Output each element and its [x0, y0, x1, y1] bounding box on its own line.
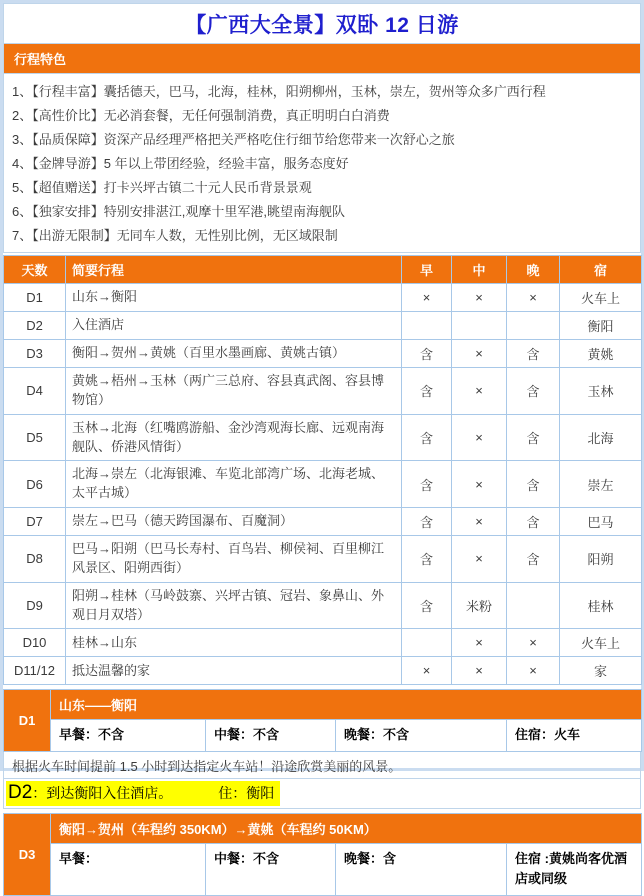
table-row	[4, 414, 642, 461]
table-row	[4, 629, 642, 657]
day1-stay: 住宿：火车	[507, 720, 642, 751]
stay-label: 玉林	[560, 368, 642, 415]
route-text: 崇左→巴马（德天跨国瀑布、百魔洞）	[66, 508, 402, 536]
dinner-mark: ×	[507, 284, 560, 312]
lunch-mark: ×	[452, 414, 507, 461]
breakfast-mark: 含	[402, 461, 452, 508]
feature-item: 5、【超值赠送】打卡兴坪古镇二十元人民币背景景观	[12, 180, 312, 195]
table-row	[4, 508, 642, 536]
title-bar	[3, 3, 641, 43]
schedule-header-row	[4, 256, 642, 284]
breakfast-mark: 含	[402, 582, 452, 629]
breakfast-mark: 含	[402, 536, 452, 583]
route-text: 巴马→阳朔（巴马长寿村、百鸟岩、柳侯祠、百里柳江风景区、阳朔西街）	[66, 536, 402, 583]
feature-item: 7、【出游无限制】无同车人数，无性别比例，无区域限制	[12, 228, 338, 243]
lunch-mark: ×	[452, 629, 507, 657]
dinner-mark	[507, 582, 560, 629]
day3-dinner: 晚餐：含	[336, 843, 507, 895]
day3-breakfast: 早餐：	[51, 843, 206, 895]
day-label: D9	[4, 582, 66, 629]
day1-title-row	[4, 690, 642, 720]
table-row	[4, 368, 642, 415]
feature-item: 2、【高性价比】无必消套餐，无任何强制消费，真正明明白白消费	[12, 108, 390, 123]
day-label: D10	[4, 629, 66, 657]
route-text: 阳朔→桂林（马岭鼓寨、兴坪古镇、冠岩、象鼻山、外观日月双塔）	[66, 582, 402, 629]
lunch-mark: ×	[452, 461, 507, 508]
table-row	[4, 284, 642, 312]
dinner-mark: 含	[507, 340, 560, 368]
day-label: D5	[4, 414, 66, 461]
col-header-day: 天数	[4, 256, 66, 284]
breakfast-mark: ×	[402, 657, 452, 685]
day-label: D1	[4, 284, 66, 312]
breakfast-mark: ×	[402, 284, 452, 312]
day2-stay: 住：衡阳	[218, 784, 275, 801]
route-text: 抵达温馨的家	[66, 657, 402, 685]
dinner-mark: 含	[507, 508, 560, 536]
stay-label: 衡阳	[560, 312, 642, 340]
day1-route-title: 山东——衡阳	[51, 690, 642, 720]
features-list	[3, 74, 641, 253]
stay-label: 阳朔	[560, 536, 642, 583]
stay-label: 火车上	[560, 284, 642, 312]
lunch-mark: ×	[452, 340, 507, 368]
breakfast-mark: 含	[402, 340, 452, 368]
feature-item: 1、【行程丰富】囊括德天，巴马，北海，桂林，阳朔柳州，玉林，崇左，贺州等众多广西行程	[12, 84, 546, 99]
dinner-mark: ×	[507, 657, 560, 685]
day3-badge: D3	[4, 813, 51, 895]
day1-note: 根据火车时间提前 1.5 小时到达指定火车站！沿途欣赏美丽的风景。	[3, 752, 641, 779]
day3-title-row	[4, 813, 642, 843]
day-label: D3	[4, 340, 66, 368]
col-header-dinner: 晚	[507, 256, 560, 284]
table-row	[4, 536, 642, 583]
breakfast-mark: 含	[402, 368, 452, 415]
day2-highlight	[6, 781, 280, 806]
col-header-breakfast: 早	[402, 256, 452, 284]
schedule-table	[3, 255, 642, 685]
stay-label: 黄姚	[560, 340, 642, 368]
day3-stay: 住宿 :黄姚尚客优酒店或同级	[507, 843, 642, 895]
page-title: 【广西大全景】双卧 12 日游	[185, 13, 459, 37]
day2-text: ：到达衡阳入住酒店。	[32, 784, 173, 801]
day1-meals-row	[4, 720, 642, 751]
day1-section	[3, 689, 642, 751]
lunch-mark: ×	[452, 368, 507, 415]
day3-lunch: 中餐：不含	[206, 843, 336, 895]
feature-item: 4、【金牌导游】5 年以上带团经验，经验丰富，服务态度好	[12, 156, 349, 171]
feature-item: 6、【独家安排】特别安排湛江,观摩十里军港,眺望南海舰队	[12, 204, 345, 219]
day1-lunch: 中餐：不含	[206, 720, 336, 751]
route-text: 玉林→北海（红嘴鸥游船、金沙湾观海长廊、远观南海舰队、侨港风情街）	[66, 414, 402, 461]
day3-route-title: 衡阳→贺州（车程约 350KM）→黄姚（车程约 50KM）	[51, 813, 642, 843]
table-row	[4, 312, 642, 340]
lunch-mark: ×	[452, 536, 507, 583]
breakfast-mark	[402, 312, 452, 340]
day1-breakfast: 早餐：不含	[51, 720, 206, 751]
table-row	[4, 657, 642, 685]
stay-label: 火车上	[560, 629, 642, 657]
stay-label: 北海	[560, 414, 642, 461]
stay-label: 巴马	[560, 508, 642, 536]
col-header-lunch: 中	[452, 256, 507, 284]
day1-dinner: 晚餐：不含	[336, 720, 507, 751]
features-header: 行程特色	[3, 43, 641, 74]
route-text: 衡阳→贺州→黄姚（百里水墨画廊、黄姚古镇）	[66, 340, 402, 368]
day2-badge: D2	[8, 781, 33, 803]
dinner-mark: 含	[507, 414, 560, 461]
dinner-mark: 含	[507, 461, 560, 508]
stay-label: 崇左	[560, 461, 642, 508]
dinner-mark	[507, 312, 560, 340]
breakfast-mark: 含	[402, 508, 452, 536]
day3-section	[3, 813, 642, 896]
lunch-mark: 米粉	[452, 582, 507, 629]
route-text: 桂林→山东	[66, 629, 402, 657]
day2-row	[3, 779, 641, 809]
feature-item: 3、【品质保障】资深产品经理严格把关严格吃住行细节给您带来一次舒心之旅	[12, 132, 455, 147]
lunch-mark	[452, 312, 507, 340]
lunch-mark: ×	[452, 657, 507, 685]
day1-badge: D1	[4, 690, 51, 751]
route-text: 山东→衡阳	[66, 284, 402, 312]
route-text: 北海→崇左（北海银滩、车览北部湾广场、北海老城、太平古城）	[66, 461, 402, 508]
day-label: D11/12	[4, 657, 66, 685]
table-row	[4, 461, 642, 508]
table-row	[4, 582, 642, 629]
day3-meals-row	[4, 843, 642, 895]
day-label: D4	[4, 368, 66, 415]
dinner-mark: 含	[507, 536, 560, 583]
breakfast-mark: 含	[402, 414, 452, 461]
route-text: 入住酒店	[66, 312, 402, 340]
day-label: D7	[4, 508, 66, 536]
day-label: D6	[4, 461, 66, 508]
day-label: D8	[4, 536, 66, 583]
table-row	[4, 340, 642, 368]
breakfast-mark	[402, 629, 452, 657]
stay-label: 家	[560, 657, 642, 685]
dinner-mark: ×	[507, 629, 560, 657]
route-text: 黄姚→梧州→玉林（两广三总府、容县真武阁、容县博物馆）	[66, 368, 402, 415]
day-label: D2	[4, 312, 66, 340]
col-header-stay: 宿	[560, 256, 642, 284]
lunch-mark: ×	[452, 284, 507, 312]
lunch-mark: ×	[452, 508, 507, 536]
dinner-mark: 含	[507, 368, 560, 415]
stay-label: 桂林	[560, 582, 642, 629]
col-header-route: 简要行程	[66, 256, 402, 284]
